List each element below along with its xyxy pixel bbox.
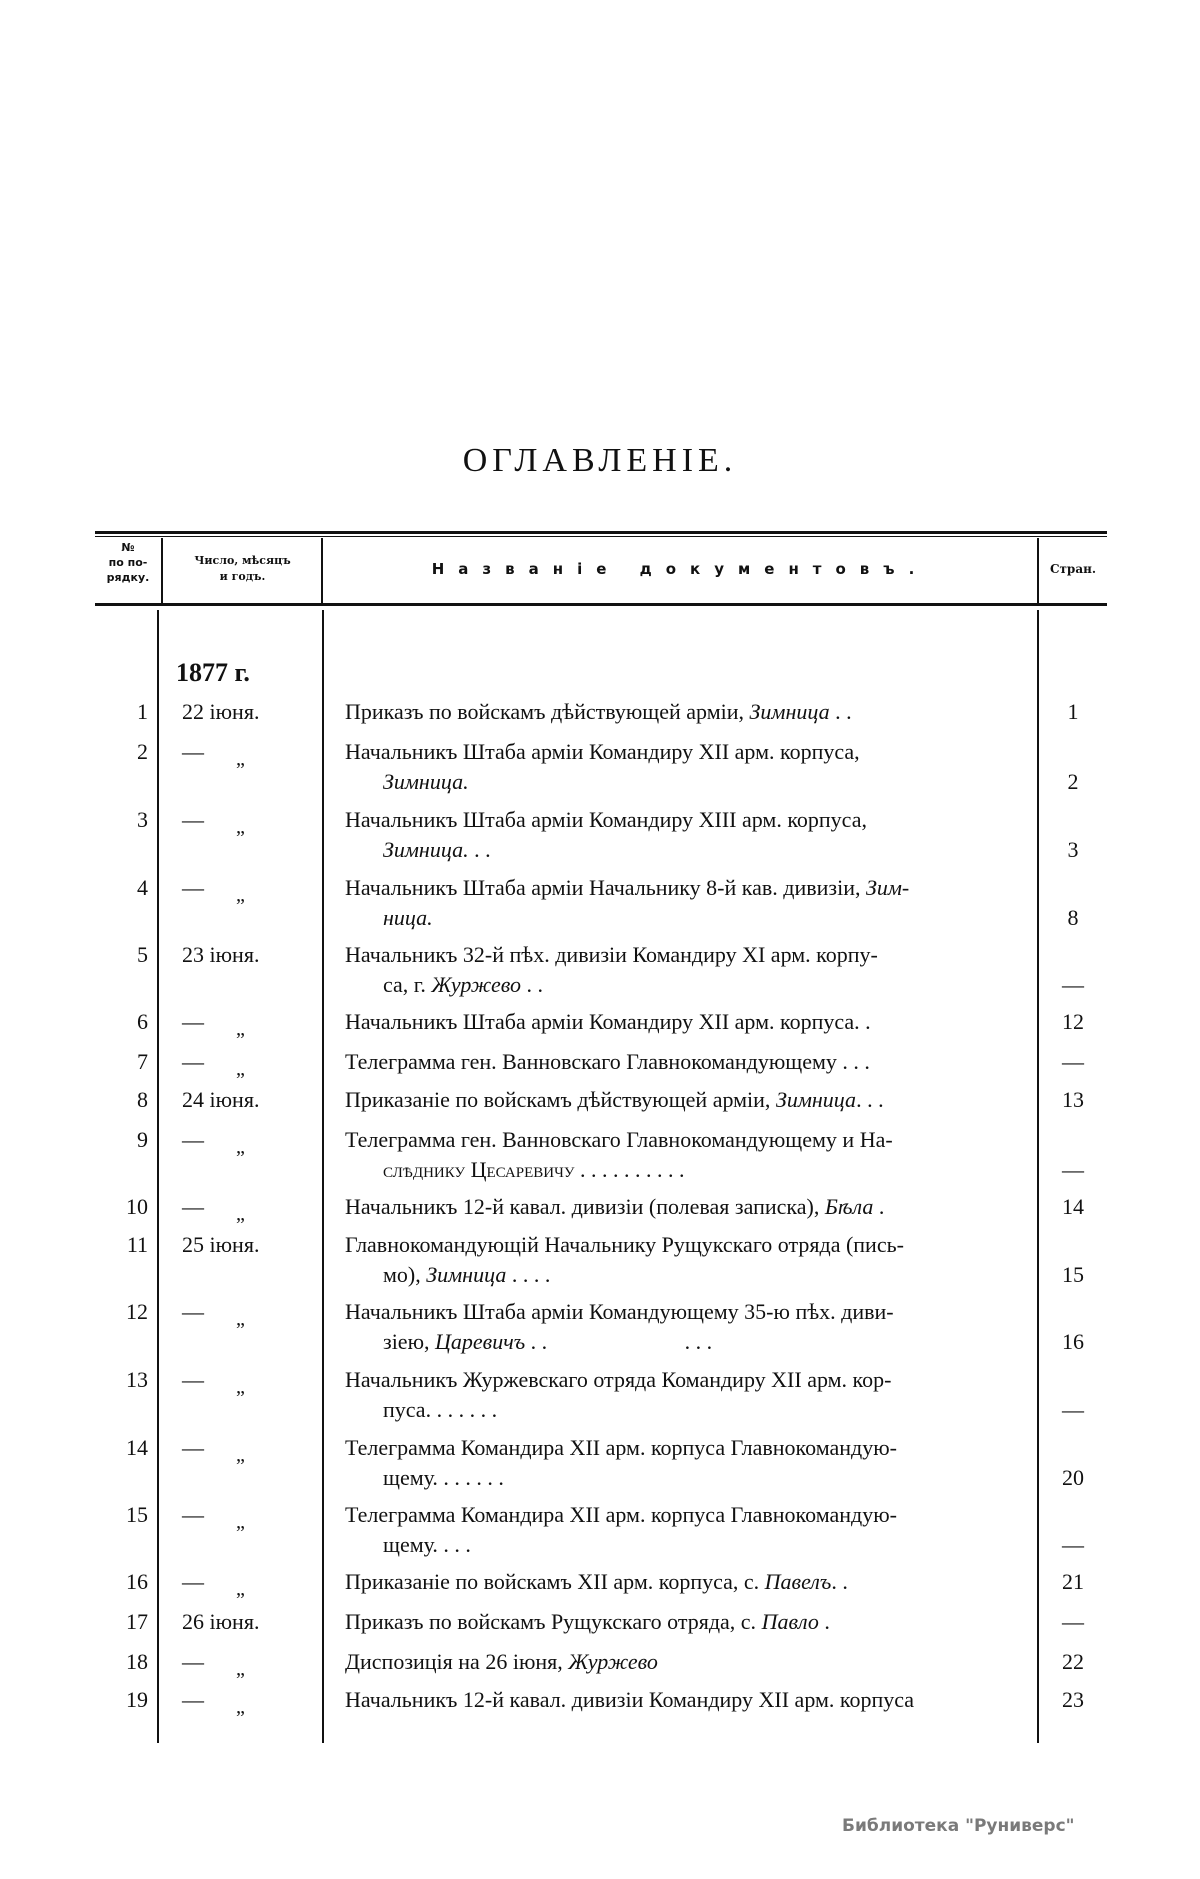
row-date: [182, 697, 312, 727]
ditto-mark: „: [236, 1444, 245, 1466]
date-text: 22 іюня.: [182, 699, 260, 724]
year-label: 1877 г.: [176, 658, 250, 687]
place-name: Журжево: [568, 1649, 658, 1674]
row-description: [345, 873, 1025, 933]
ditto-dash: —: [182, 1299, 204, 1324]
table-top-rule-thin: [95, 536, 1107, 537]
description-text: Начальникъ 12-й кавал. дивизіи (полевая записка),: [345, 1194, 825, 1219]
ditto-dash: —: [182, 1009, 204, 1034]
ditto-mark: „: [236, 1376, 245, 1398]
row-date: [182, 805, 312, 836]
place-name: Журжево: [431, 972, 521, 997]
column-divider-2: [322, 610, 324, 1743]
row-number: 16: [126, 1569, 148, 1594]
leader-dots: . . .: [856, 1087, 884, 1112]
row-page-number: 13: [1062, 1087, 1084, 1112]
row-number: 3: [137, 807, 148, 832]
ditto-dash: —: [182, 1367, 204, 1392]
continuation-text: пуса. . . . . . .: [383, 1397, 498, 1422]
row-number: 7: [137, 1049, 148, 1074]
row-number: 18: [126, 1649, 148, 1674]
ditto-dash: —: [182, 1649, 204, 1674]
row-number: 6: [137, 1009, 148, 1034]
header-number-line2: по по-: [108, 556, 148, 569]
leader-dots: . . . . . . . . . .: [574, 1157, 685, 1182]
row-date: [182, 1007, 312, 1038]
row-date: [182, 1365, 312, 1396]
row-description: [345, 1297, 1025, 1357]
description-text: Приказаніе по войскамъ XII арм. корпуса, с.: [345, 1569, 765, 1594]
description-continuation: [345, 835, 1025, 865]
row-page-number: 1: [1067, 699, 1079, 724]
description-text: Начальникъ Журжевскаго отряда Командиру XII арм. кор-: [345, 1367, 892, 1392]
continuation-text: са, г.: [383, 972, 432, 997]
row-number: 19: [126, 1687, 148, 1712]
ditto-mark: „: [236, 1308, 245, 1330]
ditto-dash: —: [182, 1435, 204, 1460]
leader-dots: . . . . .: [525, 1329, 713, 1354]
row-page-number: 21: [1062, 1569, 1084, 1594]
row-date: [182, 1085, 312, 1115]
description-continuation: [345, 767, 1025, 797]
place-name: Зимница: [775, 1087, 857, 1112]
ditto-mark: „: [236, 1696, 245, 1718]
row-date: [182, 940, 312, 970]
description-continuation: [345, 1463, 1025, 1493]
header-date-line1: Число, мѣсяцъ: [194, 554, 291, 567]
description-continuation: [345, 1260, 1025, 1290]
description-text: Начальникъ 12-й кавал. дивизіи Командиру XII арм. корпуса: [345, 1687, 915, 1712]
description-text: Начальникъ 32-й пѣх. дивизіи Командиру XI арм. корпу-: [345, 942, 878, 967]
continuation-text: мо),: [383, 1262, 427, 1287]
description-continuation: [345, 1155, 1025, 1185]
description-text: Приказъ по войскамъ Рущукскаго отряда, с.: [345, 1609, 762, 1634]
header-divider-1: [161, 538, 163, 603]
row-page-number: —: [1062, 1609, 1084, 1634]
leader-dots: .: [818, 1609, 830, 1634]
ditto-dash: —: [182, 1127, 204, 1152]
column-divider-3: [1037, 610, 1039, 1743]
row-number: 9: [137, 1127, 148, 1152]
date-text: 23 іюня.: [182, 942, 260, 967]
place-name: Зимница.: [383, 769, 469, 794]
leader-dots: . . . .: [506, 1262, 551, 1287]
row-description: [345, 1647, 1025, 1677]
description-text: Приказаніе по войскамъ дѣйствующей арміи,: [345, 1087, 776, 1112]
row-number: 13: [126, 1367, 148, 1392]
place-name: Зимница.: [383, 837, 469, 862]
row-page-number: 2: [1067, 769, 1079, 794]
header-page: Стран.: [1049, 562, 1097, 576]
place-name: Зимница: [749, 699, 830, 724]
continuation-text: щему. . . .: [383, 1532, 471, 1557]
continuation-text: зіею,: [383, 1329, 436, 1354]
description-text: Главнокомандующій Начальнику Рущукскаго отряда (пись-: [345, 1232, 904, 1257]
row-page-number: 20: [1062, 1465, 1084, 1490]
row-number: 2: [137, 739, 148, 764]
row-number: 12: [126, 1299, 148, 1324]
row-description: [345, 1433, 1025, 1493]
row-page-number: —: [1062, 1157, 1084, 1182]
row-page-number: 22: [1062, 1649, 1084, 1674]
row-date: [182, 1685, 312, 1716]
description-text: Начальникъ Штаба арміи Командиру XII арм. корпуса. .: [345, 1009, 871, 1034]
row-description: [345, 1500, 1025, 1560]
header-divider-3: [1037, 538, 1039, 603]
header-date: [164, 553, 321, 585]
leader-dots: .: [873, 1194, 885, 1219]
ditto-mark: „: [236, 884, 245, 906]
description-text: Телеграмма Командира XII арм. корпуса Главнокомандую-: [345, 1502, 897, 1527]
place-name: Зим-: [866, 875, 910, 900]
row-description: [345, 1685, 1025, 1715]
ditto-mark: „: [236, 748, 245, 770]
description-continuation: [345, 1327, 1025, 1357]
row-date: [182, 1607, 312, 1637]
leader-dots: . .: [831, 1569, 848, 1594]
row-number: 14: [126, 1435, 148, 1460]
library-watermark: Библиотека "Руниверс": [842, 1816, 1075, 1836]
description-text: Начальникъ Штаба арміи Командиру XII арм. корпуса,: [345, 739, 860, 764]
row-number: 5: [137, 942, 148, 967]
description-text: Телеграмма ген. Ванновскаго Главнокомандующему . . .: [345, 1049, 870, 1074]
row-description: [345, 1047, 1025, 1077]
row-description: [345, 805, 1025, 865]
leader-dots: . .: [468, 837, 491, 862]
ditto-mark: „: [236, 1511, 245, 1533]
description-text: Начальникъ Штаба арміи Командиру XIII арм. корпуса,: [345, 807, 867, 832]
row-number: 10: [126, 1194, 148, 1219]
row-page-number: 15: [1062, 1262, 1084, 1287]
row-date: [182, 1297, 312, 1328]
row-page-number: 16: [1062, 1329, 1084, 1354]
row-number: 11: [126, 1232, 148, 1257]
header-date-line2: и годъ.: [219, 570, 266, 583]
row-number: 17: [126, 1609, 148, 1634]
date-text: 25 іюня.: [182, 1232, 260, 1257]
date-text: 24 іюня.: [182, 1087, 260, 1112]
header-number-line3: рядку.: [106, 571, 150, 584]
ditto-dash: —: [182, 1687, 204, 1712]
row-page-number: 8: [1067, 905, 1079, 930]
row-number: 4: [137, 875, 148, 900]
row-date: [182, 1647, 312, 1678]
row-page-number: —: [1062, 1049, 1084, 1074]
description-text: Телеграмма ген. Ванновскаго Главнокомандующему и На-: [345, 1127, 893, 1152]
row-page-number: —: [1062, 1397, 1084, 1422]
row-date: [182, 1047, 312, 1078]
description-continuation: [345, 1530, 1025, 1560]
row-date: [182, 1567, 312, 1598]
ditto-dash: —: [182, 1569, 204, 1594]
description-continuation: [345, 970, 1025, 1000]
row-description: [345, 1365, 1025, 1425]
row-page-number: 12: [1062, 1009, 1084, 1034]
ditto-mark: „: [236, 1058, 245, 1080]
header-document-name: Названіе документовъ.: [431, 560, 929, 578]
place-name: Зимница: [426, 1262, 507, 1287]
ditto-mark: „: [236, 1018, 245, 1040]
table-header-bottom-rule: [95, 603, 1107, 606]
continuation-text: щему. . . . . . .: [383, 1465, 504, 1490]
ditto-mark: „: [236, 1578, 245, 1600]
header-number-symbol: №: [121, 541, 135, 554]
row-number: 15: [126, 1502, 148, 1527]
row-page-number: —: [1062, 1532, 1084, 1557]
place-name: Павелъ: [764, 1569, 832, 1594]
row-number: 1: [137, 699, 148, 724]
date-text: 26 іюня.: [182, 1609, 260, 1634]
header-divider-2: [321, 538, 323, 603]
row-page-number: 3: [1067, 837, 1079, 862]
ditto-mark: „: [236, 816, 245, 838]
ditto-dash: —: [182, 1194, 204, 1219]
row-date: [182, 1230, 312, 1260]
column-divider-1: [157, 610, 159, 1743]
description-text: Диспозиція на 26 іюня,: [345, 1649, 569, 1674]
row-date: [182, 1500, 312, 1531]
description-continuation: [345, 903, 1025, 933]
row-page-number: 14: [1062, 1194, 1084, 1219]
leader-dots: . .: [829, 699, 852, 724]
leader-dots: . .: [520, 972, 543, 997]
row-number: 8: [137, 1087, 148, 1112]
place-name: ница.: [383, 905, 433, 930]
header-number: [95, 540, 161, 585]
row-date: [182, 737, 312, 768]
row-description: [345, 940, 1025, 1000]
description-text: Приказъ по войскамъ дѣйствующей арміи,: [345, 699, 750, 724]
row-description: [345, 1007, 1025, 1037]
row-description: [345, 1085, 1025, 1115]
ditto-dash: —: [182, 875, 204, 900]
description-text: Телеграмма Командира XII арм. корпуса Главнокомандую-: [345, 1435, 897, 1460]
row-date: [182, 1433, 312, 1464]
table-top-rule-thick: [95, 531, 1107, 534]
description-text: Начальникъ Штаба арміи Командующему 35-ю пѣх. диви-: [345, 1299, 894, 1324]
place-name: Павло: [761, 1609, 819, 1634]
row-description: [345, 1230, 1025, 1290]
description-text: Начальникъ Штаба арміи Начальнику 8-й кав. дивизіи,: [345, 875, 866, 900]
row-date: [182, 873, 312, 904]
row-description: [345, 1125, 1025, 1185]
row-date: [182, 1125, 312, 1156]
row-date: [182, 1192, 312, 1223]
ditto-mark: „: [236, 1203, 245, 1225]
place-name: Царевичъ: [435, 1329, 526, 1354]
row-page-number: —: [1062, 972, 1084, 997]
row-description: [345, 1607, 1025, 1637]
place-name: Бѣла: [824, 1194, 874, 1219]
page-title: ОГЛАВЛЕНІЕ.: [462, 442, 738, 479]
row-description: [345, 697, 1025, 727]
row-description: [345, 737, 1025, 797]
ditto-mark: „: [236, 1136, 245, 1158]
continuation-text: слѣднику Цесаревичу: [383, 1157, 575, 1182]
row-description: [345, 1192, 1025, 1222]
ditto-dash: —: [182, 1049, 204, 1074]
ditto-dash: —: [182, 807, 204, 832]
ditto-dash: —: [182, 1502, 204, 1527]
description-continuation: [345, 1395, 1025, 1425]
row-page-number: 23: [1062, 1687, 1084, 1712]
ditto-mark: „: [236, 1658, 245, 1680]
ditto-dash: —: [182, 739, 204, 764]
row-description: [345, 1567, 1025, 1597]
